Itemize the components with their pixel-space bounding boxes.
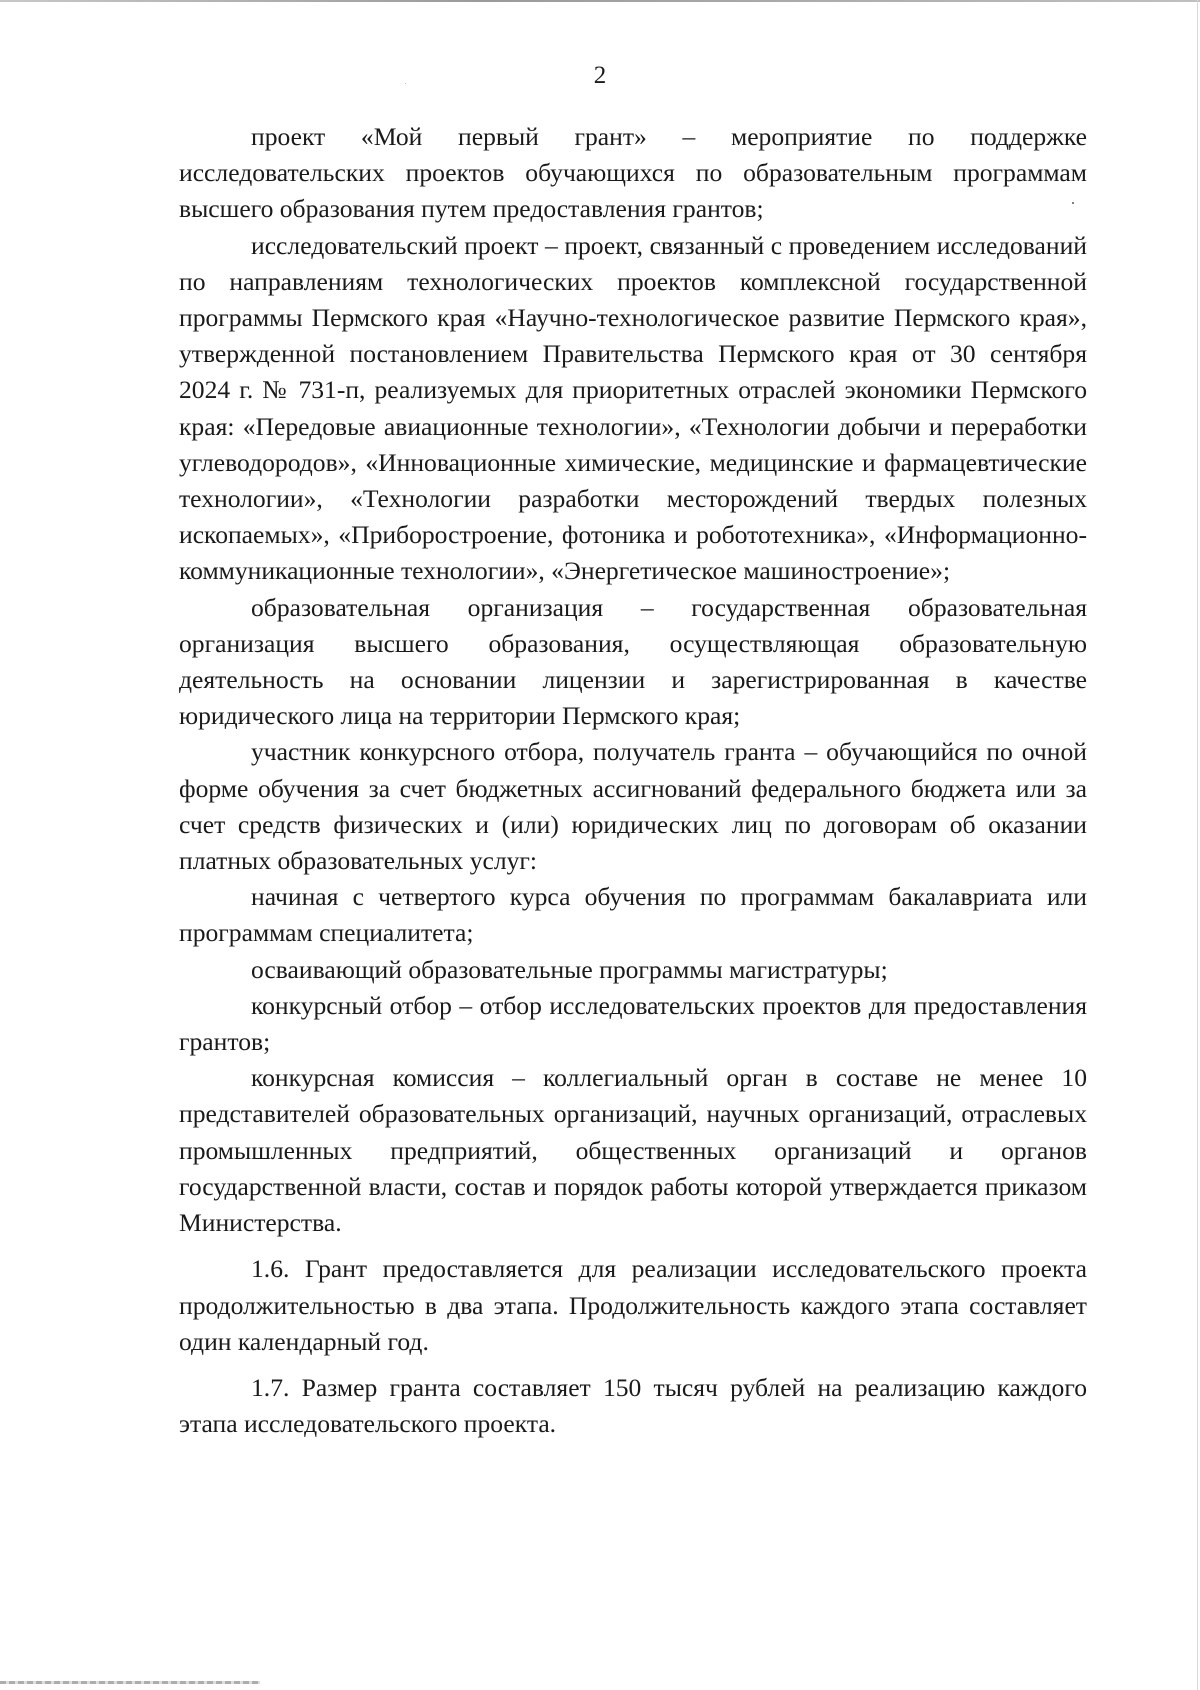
definition-educational-organization: образовательная организация – государственная образовательная организация высшего образования, осуществляющая образовательную деятельность на основании лицензии и зарегистрированная в качестве юридического лица на территории Пермского края; xyxy=(179,592,1087,731)
scan-top-edge xyxy=(0,0,1200,2)
page-number: 2 xyxy=(593,62,607,89)
scan-bottom-edge xyxy=(0,1681,260,1684)
participant-bachelor-condition: начиная с четвертого курса обучения по программам бакалавриата или программам специалитета; xyxy=(179,882,1087,948)
definition-competitive-selection: конкурсный отбор – отбор исследовательских проектов для предоставления грантов; xyxy=(179,990,1087,1057)
clause-1-6: 1.6. Грант предоставляется для реализации исследовательского проекта продолжительностью в два этапа. Продолжительность каждого этапа составляет один календарный год. xyxy=(179,1254,1087,1356)
definition-research-project: исследовательский проект – проект, связанный с проведением исследований по направлениям технологических проектов комплексной государственной программы Пермского края «Научно-технологическое развитие Пермского края», утвержденной постановлением Правительства Пермского края от 30 сентября 2024 г. № 731-п, реализуемых для приоритетных отраслей экономики Пермского края: «Передовые авиационные технологии», «Технологии добычи и переработки углеводородов», «Инновационные химические, медицинские и фармацевтические технологии», «Технологии разработки месторождений твердых полезных ископаемых», «Приборостроение, фотоника и робототехника», «Информационно-коммуникационные технологии», «Энергетическое машиностроение»; xyxy=(179,230,1087,586)
participant-master-condition: осваивающий образовательные программы магистратуры; xyxy=(251,954,888,984)
definition-competition-commission: конкурсная комиссия – коллегиальный орган в составе не менее 10 представителей образовательных организаций, научных организаций, отраслевых промышленных предприятий, общественных организаций и органов государственной власти, состав и порядок работы которой утверждается приказом Министерства. xyxy=(179,1063,1087,1238)
document-body xyxy=(179,119,1087,1442)
scan-right-edge xyxy=(1197,0,1198,1690)
clause-1-7: 1.7. Размер гранта составляет 150 тысяч рублей на реализацию каждого этапа исследовательского проекта. xyxy=(179,1372,1087,1439)
definition-participant: участник конкурсного отбора, получатель гранта – обучающийся по очной форме обучения за счет бюджетных ассигнований федерального бюджета или за счет средств физических и (или) юридических лиц по договорам об оказании платных образовательных услуг: xyxy=(179,737,1087,876)
definition-my-first-grant: проект «Мой первый грант» – мероприятие по поддержке исследовательских проектов обучающихся по образовательным программам высшего образования путем предоставления грантов; xyxy=(179,122,1087,224)
